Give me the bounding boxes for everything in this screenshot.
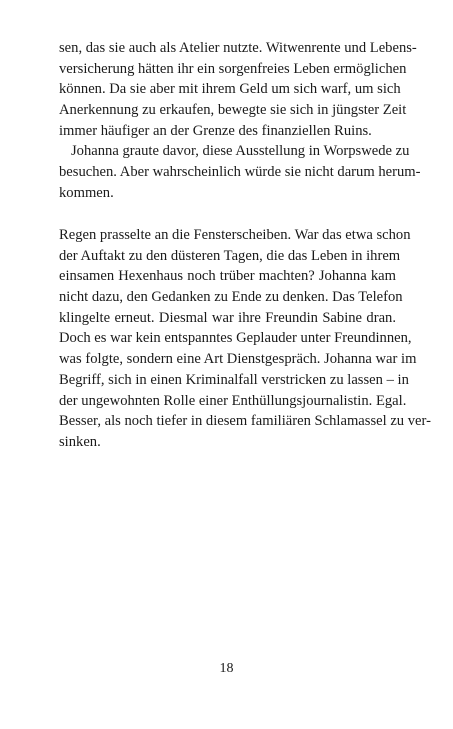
text-line: sinken.: [59, 433, 101, 450]
text-line: besuchen. Aber wahrscheinlich würde sie nicht darum herum-: [59, 164, 421, 181]
text-line: Begriff, sich in einen Kriminalfall verstricken zu lassen – in: [59, 371, 409, 388]
text-line: kommen.: [59, 184, 114, 201]
text-line: klingelte erneut. Diesmal war ihre Freundin Sabine dran.: [59, 309, 396, 326]
text-line: der ungewohnten Rolle einer Enthüllungsjournalistin. Egal.: [59, 392, 407, 409]
text-line: versicherung hätten ihr ein sorgenfreies Leben ermöglichen: [59, 60, 407, 77]
text-line: Johanna graute davor, diese Ausstellung in Worpswede zu: [71, 143, 410, 160]
text-line: immer häufiger an der Grenze des finanziellen Ruins.: [59, 122, 372, 139]
text-line: einsamen Hexenhaus noch trüber machten? Johanna kam: [59, 268, 396, 285]
text-line: Besser, als noch tiefer in diesem familiären Schlamassel zu ver-: [59, 413, 431, 430]
text-line: der Auftakt zu den düsteren Tagen, die das Leben in ihrem: [59, 247, 401, 264]
text-line: können. Da sie aber mit ihrem Geld um sich warf, um sich: [59, 81, 401, 98]
page-number: 18: [219, 661, 234, 676]
paragraph-2: [59, 141, 421, 203]
text-line: Regen prasselte an die Fensterscheiben. War das etwa schon: [59, 227, 411, 243]
text-line: Anerkennung zu erkaufen, bewegte sie sich in jüngster Zeit: [59, 102, 407, 119]
text-line: nicht dazu, den Gedanken zu Ende zu denken. Das Telefon: [59, 289, 403, 306]
text-line: sen, das sie auch als Atelier nutzte. Witwenrente und Lebens-: [59, 40, 417, 56]
text-line: Doch es war kein entspanntes Geplauder unter Freundinnen,: [59, 330, 412, 347]
text-block-bottom: [59, 225, 431, 453]
text-line: was folgte, sondern eine Art Dienstgespräch. Johanna war im: [59, 351, 417, 368]
paragraph-3: [59, 225, 431, 453]
text-block-top: [59, 38, 421, 204]
paragraph-1: [59, 38, 417, 141]
